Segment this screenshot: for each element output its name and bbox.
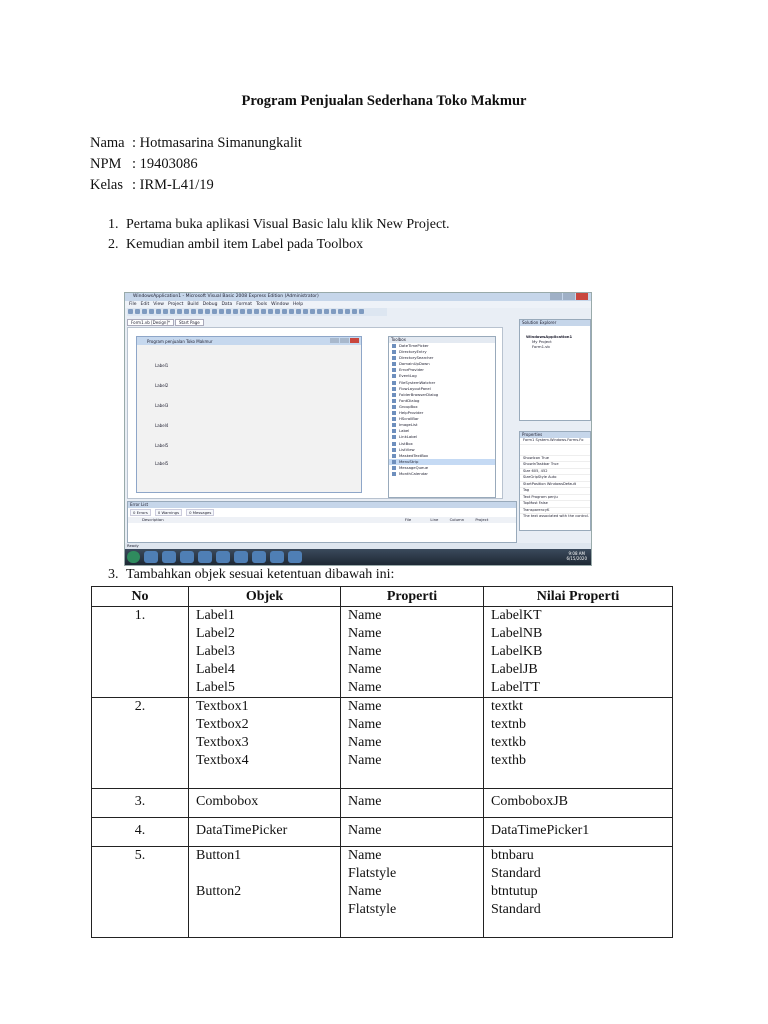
properti-cell	[348, 919, 483, 937]
column-header-objek: Objek	[189, 587, 341, 607]
table-header-row	[92, 587, 673, 607]
property-row: TopMost False	[520, 501, 590, 508]
nilai-cell: btntutup	[491, 884, 538, 899]
objek-cell	[196, 865, 340, 883]
nilai-cell: textnb	[491, 717, 526, 732]
row-number: 5.	[134, 848, 146, 863]
form-title: Program penjualan Toko Makmur	[147, 339, 213, 344]
form-label: Label5	[155, 461, 169, 466]
objek-cell: Textbox3	[196, 735, 249, 750]
toolbox-item: MaskedTextBox	[389, 453, 495, 459]
nilai-cell: DataTimePicker1	[491, 823, 590, 838]
table-row	[92, 847, 673, 938]
nilai-cell: LabelTT	[491, 680, 540, 695]
objek-cell: Label2	[196, 626, 235, 641]
nilai-cell: LabelKT	[491, 608, 542, 623]
properties-panel	[519, 431, 591, 531]
property-row: ShowInTaskbar True	[520, 462, 590, 469]
objek-cell	[196, 901, 340, 919]
toolbox-item: MonthCalendar	[389, 471, 495, 477]
objek-cell: Textbox1	[196, 699, 249, 714]
menu-item: Project	[167, 302, 184, 307]
screenshot-titlebar	[125, 293, 591, 301]
step-number: 2.	[108, 237, 119, 252]
toolbox-item: DirectoryEntry	[389, 349, 495, 355]
taskbar-app-icon	[180, 551, 194, 563]
properti-cell: Name	[348, 753, 382, 768]
form-label: Label3	[155, 403, 169, 408]
objek-cell: Textbox2	[196, 717, 249, 732]
property-row: TransparencyK	[520, 508, 590, 515]
properti-cell	[348, 770, 483, 788]
toolbox-item: FlowLayoutPanel	[389, 386, 495, 392]
taskbar-app-icon	[162, 551, 176, 563]
info-row-nama	[90, 135, 302, 152]
menu-item: Help	[292, 302, 304, 307]
info-value: : IRM-L41/19	[132, 177, 214, 193]
menu-item: Debug	[202, 302, 218, 307]
table-row	[92, 818, 673, 847]
nilai-cell: LabelKB	[491, 644, 543, 659]
properti-cell: Name	[348, 626, 382, 641]
info-label: NPM	[90, 156, 122, 172]
form-label: Label2	[155, 383, 169, 388]
properti-cell: Name	[348, 794, 382, 809]
menu-item: Data	[221, 302, 233, 307]
solution-item: WindowsApplication1	[526, 334, 573, 339]
objek-cell: Textbox4	[196, 753, 249, 768]
column-header-nilai: Nilai Properti	[484, 587, 673, 607]
nilai-cell: btnbaru	[491, 848, 534, 863]
form-label: Label5	[155, 443, 169, 448]
menu-item: Tools	[256, 302, 268, 307]
form-label: Label1	[155, 363, 169, 368]
property-row: Text Program penju	[520, 495, 590, 502]
nilai-cell: LabelJB	[491, 662, 538, 677]
objek-cell	[196, 770, 340, 788]
warnings-tab: 0 Warnings	[155, 509, 182, 516]
info-row-kelas	[90, 177, 214, 194]
objek-cell: Combobox	[196, 794, 259, 809]
menu-item: Format	[236, 302, 253, 307]
error-list-title: Error List	[128, 502, 516, 508]
property-row: Tag	[520, 488, 590, 495]
column-header: Column	[449, 517, 465, 522]
row-number: 4.	[134, 823, 146, 838]
objek-cell: Label1	[196, 608, 235, 623]
toolbox-item: Label	[389, 428, 495, 434]
column-header-properti: Properti	[341, 587, 484, 607]
toolbox-item: ListBox	[389, 441, 495, 447]
properti-cell: Name	[348, 717, 382, 732]
form-label: Label4	[155, 423, 169, 428]
nilai-cell: LabelNB	[491, 626, 543, 641]
property-row: Size 605, 452	[520, 469, 590, 476]
taskbar-app-icon	[234, 551, 248, 563]
property-row: StartPosition WindowsDefault	[520, 482, 590, 489]
taskbar-clock	[566, 551, 587, 561]
error-list	[127, 501, 517, 543]
properti-cell: Name	[348, 680, 382, 695]
toolbox-panel	[388, 336, 496, 498]
toolbox-item: DomainUpDown	[389, 361, 495, 367]
property-description: The text associated with the control.	[523, 514, 589, 518]
toolbox-item: EventLog	[389, 373, 495, 379]
taskbar-app-icon	[252, 551, 266, 563]
row-number: 1.	[134, 608, 146, 623]
properti-cell: Name	[348, 608, 382, 623]
properti-cell: Name	[348, 884, 382, 899]
step-2	[108, 237, 363, 253]
solution-explorer-title: Solution Explorer	[520, 320, 590, 326]
status-bar: Ready	[125, 543, 592, 549]
menu-item: File	[129, 302, 137, 307]
nilai-cell: ComboboxJB	[491, 794, 569, 809]
info-label: Kelas	[90, 177, 124, 193]
info-label: Nama	[90, 135, 125, 151]
toolbox-item: FileSystemWatcher	[389, 380, 495, 386]
properties-object: Form1 System.Windows.Forms.Fo	[520, 438, 590, 445]
info-row-npm	[90, 156, 198, 173]
nilai-cell	[491, 770, 672, 788]
properties-table	[91, 586, 673, 938]
step-text: Kemudian ambil item Label pada Toolbox	[126, 237, 364, 252]
properti-cell: Flatstyle	[348, 866, 397, 881]
solution-item: Form1.vb	[532, 344, 550, 349]
toolbox-item: DateTimePicker	[389, 343, 495, 349]
menu-item: Build	[187, 302, 199, 307]
tab-form-design: Form1.vb [Design]*	[127, 319, 174, 326]
designer-form	[136, 336, 362, 493]
menu-item: View	[153, 302, 164, 307]
toolbox-item: DirectorySearcher	[389, 355, 495, 361]
row-number: 2.	[134, 699, 146, 714]
row-number: 3.	[134, 794, 146, 809]
toolbox-item: HelpProvider	[389, 410, 495, 416]
solution-item: My Project	[532, 339, 552, 344]
nilai-cell: textkt	[491, 699, 523, 714]
toolbox-item-selected: MenuStrip	[389, 459, 495, 465]
toolbox-item: HScrollBar	[389, 416, 495, 422]
column-header: Line	[430, 517, 439, 522]
toolbox-item: FolderBrowserDialog	[389, 392, 495, 398]
screenshot-tabs	[127, 319, 205, 326]
step-3	[108, 567, 394, 583]
property-row: ShowIcon True	[520, 456, 590, 463]
taskbar-app-icon	[288, 551, 302, 563]
window-controls	[549, 293, 589, 301]
properti-cell: Name	[348, 699, 382, 714]
form-designer	[127, 327, 503, 499]
taskbar-app-icon	[216, 551, 230, 563]
properti-cell: Name	[348, 735, 382, 750]
toolbox-title: Toolbox	[389, 337, 495, 343]
toolbox-item: LinkLabel	[389, 434, 495, 440]
vb-screenshot	[124, 292, 592, 566]
toolbox-item: ErrorProvider	[389, 367, 495, 373]
column-header: Project	[475, 517, 489, 522]
nilai-cell	[491, 919, 672, 937]
error-list-columns	[128, 517, 516, 523]
toolbox-item: MessageQueue	[389, 465, 495, 471]
clock-time: 9:08 AM	[568, 551, 585, 556]
objek-cell: Label3	[196, 644, 235, 659]
document-title: Program Penjualan Sederhana Toko Makmur	[241, 93, 527, 109]
step-1	[108, 217, 450, 233]
taskbar-app-icon	[144, 551, 158, 563]
start-orb-icon	[127, 551, 140, 563]
properti-cell: Name	[348, 848, 382, 863]
step-number: 1.	[108, 217, 119, 232]
properti-cell: Name	[348, 662, 382, 677]
taskbar-app-icon	[198, 551, 212, 563]
info-value: : 19403086	[132, 156, 198, 172]
nilai-cell: Standard	[491, 866, 541, 881]
windows-taskbar	[125, 549, 591, 565]
taskbar-app-icon	[270, 551, 284, 563]
column-header: File	[404, 517, 412, 522]
solution-explorer	[519, 319, 591, 421]
column-header: Description	[142, 517, 164, 522]
tab-start-page: Start Page	[175, 319, 204, 326]
menu-item: Window	[271, 302, 289, 307]
nilai-cell: texthb	[491, 753, 526, 768]
step-text: Pertama buka aplikasi Visual Basic lalu klik New Project.	[126, 217, 450, 232]
column-header-no: No	[92, 587, 189, 607]
step-number: 3.	[108, 567, 119, 582]
properties-toolbar	[520, 445, 590, 456]
properties-title: Properties	[520, 432, 590, 438]
table-row	[92, 607, 673, 698]
nilai-cell: textkb	[491, 735, 526, 750]
table-row	[92, 698, 673, 789]
toolbox-item: ImageList	[389, 422, 495, 428]
properti-cell: Name	[348, 644, 382, 659]
objek-cell: Button2	[196, 884, 242, 899]
objek-cell: Label5	[196, 680, 235, 695]
nilai-cell: Standard	[491, 902, 541, 917]
toolbox-item: ListView	[389, 447, 495, 453]
objek-cell	[196, 919, 340, 937]
toolbox-item: GroupBox	[389, 404, 495, 410]
property-row: SizeGripStyle Auto	[520, 475, 590, 482]
menu-item: Edit	[140, 302, 150, 307]
step-text: Tambahkan objek sesuai ketentuan dibawah ini:	[126, 567, 395, 582]
properti-cell: Name	[348, 823, 382, 838]
table-row	[92, 789, 673, 818]
objek-cell: DataTimePicker	[196, 823, 288, 838]
screenshot-window-title: WindowsApplication1 - Microsoft Visual Basic 2008 Express Edition (Administrator)	[133, 294, 319, 299]
screenshot-toolbar	[127, 308, 387, 316]
screenshot-menubar	[125, 301, 591, 308]
errors-tab: 0 Errors	[130, 509, 151, 516]
info-value: : Hotmasarina Simanungkalit	[132, 135, 302, 151]
clock-date: 6/15/2020	[566, 556, 587, 561]
objek-cell: Label4	[196, 662, 235, 677]
objek-cell: Button1	[196, 848, 242, 863]
toolbox-item: FontDialog	[389, 398, 495, 404]
messages-tab: 0 Messages	[186, 509, 214, 516]
properti-cell: Flatstyle	[348, 902, 397, 917]
